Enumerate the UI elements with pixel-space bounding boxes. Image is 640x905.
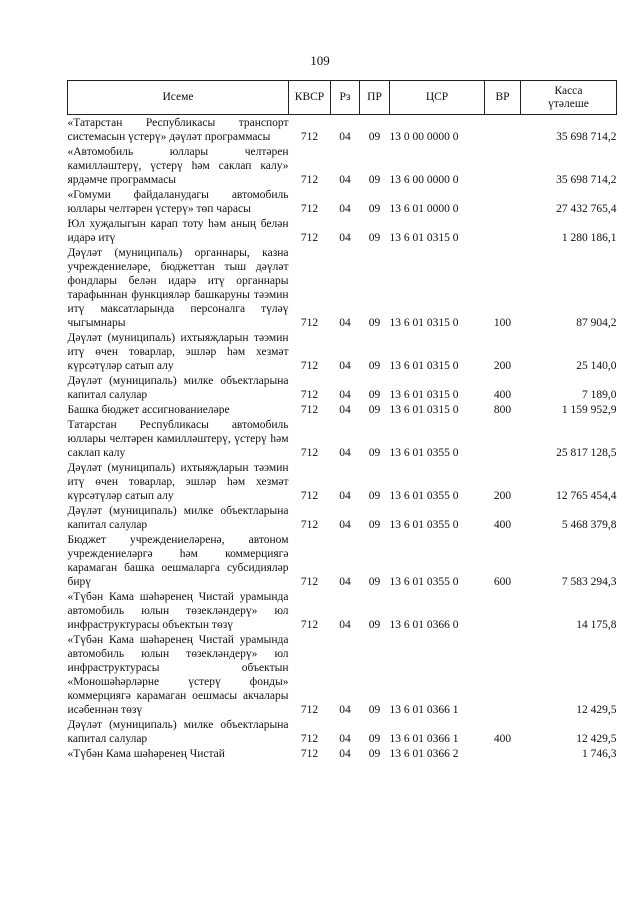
cell-amount: 14 175,8 xyxy=(576,619,617,631)
cell-kvsr: 712 xyxy=(300,232,319,244)
table-body xyxy=(68,115,617,762)
cell-kvsr: 712 xyxy=(300,447,319,459)
cell-rz: 04 xyxy=(339,748,351,760)
cell-amount: 1 280 186,1 xyxy=(561,232,617,244)
cell-vr xyxy=(485,589,521,632)
cell-name: Дәүләт (муниципаль) органнары, казна учреждениеләре, бюджеттан тыш дәүләт фондлары белән идарә итү органнары тарафыннан функцияләр башкаруны тәэмин итү максатларында персоналга түләү чыгымнары xyxy=(67,247,289,329)
cell-name: «Түбән Кама шәһәренең Чистай xyxy=(67,748,225,760)
cell-csr: 13 0 00 0000 0 xyxy=(389,131,459,143)
header-pr: ПР xyxy=(360,81,390,115)
cell-pr: 09 xyxy=(368,704,381,716)
cell-pr: 09 xyxy=(368,389,381,401)
cell-name: Дәүләт (муниципаль) милке объектларына капитал салулар xyxy=(67,719,289,745)
cell-name: «Татарстан Республикасы транспорт системасын үстерү» дәүләт программасы xyxy=(67,117,289,143)
header-vr: ВР xyxy=(485,81,521,115)
header-rz: Рз xyxy=(331,81,360,115)
table-row xyxy=(68,460,617,503)
cell-amount: 7 583 294,3 xyxy=(561,576,617,588)
cell-kvsr: 712 xyxy=(300,576,319,588)
table-row xyxy=(68,632,617,717)
cell-vr xyxy=(485,216,521,245)
table-row xyxy=(68,532,617,589)
cell-pr: 09 xyxy=(368,232,381,244)
cell-amount: 87 904,2 xyxy=(576,317,617,329)
header-kvsr: КВСР xyxy=(289,81,331,115)
cell-rz: 04 xyxy=(339,389,351,401)
cell-csr: 13 6 01 0000 0 xyxy=(389,203,459,215)
cell-vr: 600 xyxy=(493,576,512,588)
cell-name: Дәүләт (муниципаль) милке объектларына капитал салулар xyxy=(67,505,289,531)
cell-pr: 09 xyxy=(368,447,381,459)
cell-kvsr: 712 xyxy=(300,203,319,215)
cell-pr: 09 xyxy=(368,490,381,502)
table-row xyxy=(68,373,617,402)
cell-amount: 25 140,0 xyxy=(576,360,617,372)
cell-kvsr: 712 xyxy=(300,619,319,631)
budget-table xyxy=(67,80,617,761)
cell-kvsr: 712 xyxy=(300,360,319,372)
cell-pr: 09 xyxy=(368,174,381,186)
header-kassa-line2: үтәлеше xyxy=(548,97,589,110)
cell-rz: 04 xyxy=(339,404,351,416)
cell-kvsr: 712 xyxy=(300,174,319,186)
cell-name: Дәүләт (муниципаль) ихтыяҗларын тәэмин итү өчен товарлар, эшләр һәм хезмәт күрсәтүләр сатып алу xyxy=(67,332,289,372)
cell-vr xyxy=(485,746,521,761)
cell-amount: 12 429,5 xyxy=(576,733,617,745)
table-row xyxy=(68,144,617,187)
cell-vr xyxy=(485,187,521,216)
cell-rz: 04 xyxy=(339,174,351,186)
table-row xyxy=(68,187,617,216)
cell-csr: 13 6 01 0366 2 xyxy=(389,748,459,760)
cell-kvsr: 712 xyxy=(300,748,319,760)
cell-kvsr: 712 xyxy=(300,404,319,416)
cell-amount: 5 468 379,8 xyxy=(561,519,617,531)
cell-csr: 13 6 01 0355 0 xyxy=(389,576,459,588)
cell-csr: 13 6 01 0355 0 xyxy=(389,519,459,531)
cell-vr xyxy=(485,115,521,145)
cell-csr: 13 6 01 0315 0 xyxy=(389,389,459,401)
cell-csr: 13 6 01 0315 0 xyxy=(389,317,459,329)
header-kassa xyxy=(521,81,617,115)
table-row xyxy=(68,402,617,417)
cell-rz: 04 xyxy=(339,317,351,329)
cell-csr: 13 6 01 0366 0 xyxy=(389,619,459,631)
cell-kvsr: 712 xyxy=(300,317,319,329)
cell-rz: 04 xyxy=(339,576,351,588)
cell-rz: 04 xyxy=(339,447,351,459)
cell-kvsr: 712 xyxy=(300,704,319,716)
cell-amount: 25 817 128,5 xyxy=(556,447,617,459)
cell-rz: 04 xyxy=(339,704,351,716)
cell-csr: 13 6 01 0366 1 xyxy=(389,733,459,745)
cell-rz: 04 xyxy=(339,360,351,372)
cell-rz: 04 xyxy=(339,490,351,502)
table-row xyxy=(68,115,617,145)
cell-pr: 09 xyxy=(368,619,381,631)
table-row xyxy=(68,245,617,330)
cell-csr: 13 6 01 0355 0 xyxy=(389,447,459,459)
cell-pr: 09 xyxy=(368,317,381,329)
table-row xyxy=(68,330,617,373)
cell-vr: 400 xyxy=(493,389,512,401)
table-row xyxy=(68,746,617,761)
table-row xyxy=(68,503,617,532)
cell-pr: 09 xyxy=(368,519,381,531)
cell-vr xyxy=(485,144,521,187)
cell-pr: 09 xyxy=(368,131,381,143)
cell-name: Башка бюджет ассигнованиеләре xyxy=(67,404,230,416)
table-row xyxy=(68,216,617,245)
cell-amount: 35 698 714,2 xyxy=(556,174,617,186)
cell-csr: 13 6 00 0000 0 xyxy=(389,174,459,186)
header-name: Исеме xyxy=(68,81,289,115)
cell-kvsr: 712 xyxy=(300,389,319,401)
cell-pr: 09 xyxy=(368,576,381,588)
table-header-row xyxy=(68,81,617,115)
cell-name: Дәүләт (муниципаль) милке объектларына капитал салулар xyxy=(67,375,289,401)
table-row xyxy=(68,417,617,460)
cell-vr: 400 xyxy=(493,519,512,531)
cell-kvsr: 712 xyxy=(300,519,319,531)
cell-name: Дәүләт (муниципаль) ихтыяҗларын тәэмин итү өчен товарлар, эшләр һәм хезмәт күрсәтүләр сатып алу xyxy=(67,462,289,502)
cell-amount: 1 746,3 xyxy=(582,748,617,760)
cell-amount: 1 159 952,9 xyxy=(561,404,617,416)
cell-name: «Түбән Кама шәһәренең Чистай урамында автомобиль юлын төзекләндерү» юл инфраструктурасы объектын «Моношәһәрләрне үстерү фонды» коммерциягә карамаган оешмасы акчалары исәбеннән төзү xyxy=(67,634,289,716)
cell-amount: 7 189,0 xyxy=(582,389,617,401)
cell-name: «Автомобиль юллары челтәрен камилләштерү, үстерү һәм саклап калу» ярдәмче программасы xyxy=(67,146,289,186)
cell-vr xyxy=(485,417,521,460)
cell-csr: 13 6 01 0315 0 xyxy=(389,404,459,416)
cell-name: «Түбән Кама шәһәренең Чистай урамында автомобиль юлын төзекләндерү» юл инфраструктурасы объектын төзү xyxy=(67,591,289,631)
cell-pr: 09 xyxy=(368,748,381,760)
cell-name: Юл хуҗалыгын карап тоту һәм аның белән идарә итү xyxy=(67,218,289,244)
cell-vr: 200 xyxy=(493,360,512,372)
table-row xyxy=(68,589,617,632)
cell-rz: 04 xyxy=(339,203,351,215)
cell-csr: 13 6 01 0355 0 xyxy=(389,490,459,502)
cell-csr: 13 6 01 0315 0 xyxy=(389,360,459,372)
cell-csr: 13 6 01 0366 1 xyxy=(389,704,459,716)
cell-kvsr: 712 xyxy=(300,733,319,745)
cell-name: Бюджет учреждениеләренә, автоном учреждениеләргә һәм коммерциягә карамаган башка оешмаларга субсидияләр бирү xyxy=(67,534,289,588)
cell-pr: 09 xyxy=(368,203,381,215)
cell-rz: 04 xyxy=(339,733,351,745)
header-kassa-line1: Касса xyxy=(554,84,583,97)
cell-pr: 09 xyxy=(368,360,381,372)
cell-csr: 13 6 01 0315 0 xyxy=(389,232,459,244)
cell-rz: 04 xyxy=(339,232,351,244)
cell-vr: 200 xyxy=(493,490,512,502)
cell-amount: 35 698 714,2 xyxy=(556,131,617,143)
cell-amount: 12 765 454,4 xyxy=(556,490,617,502)
cell-amount: 27 432 765,4 xyxy=(556,203,617,215)
table-row xyxy=(68,717,617,746)
cell-rz: 04 xyxy=(339,619,351,631)
cell-vr: 800 xyxy=(493,404,512,416)
cell-vr: 100 xyxy=(493,317,512,329)
cell-vr: 400 xyxy=(493,733,512,745)
cell-name: Татарстан Республикасы автомобиль юллары челтәрен камилләштерү, үстерү һәм саклап калу xyxy=(67,419,289,459)
cell-pr: 09 xyxy=(368,733,381,745)
cell-kvsr: 712 xyxy=(300,131,319,143)
page-number: 109 xyxy=(310,53,330,68)
cell-name: «Гомуми файдаланудагы автомобиль юллары челтәрен үстерү» төп чарасы xyxy=(67,189,289,215)
cell-vr xyxy=(485,632,521,717)
cell-pr: 09 xyxy=(368,404,381,416)
cell-rz: 04 xyxy=(339,131,351,143)
header-csr: ЦСР xyxy=(390,81,485,115)
cell-kvsr: 712 xyxy=(300,490,319,502)
cell-amount: 12 429,5 xyxy=(576,704,617,716)
cell-rz: 04 xyxy=(339,519,351,531)
